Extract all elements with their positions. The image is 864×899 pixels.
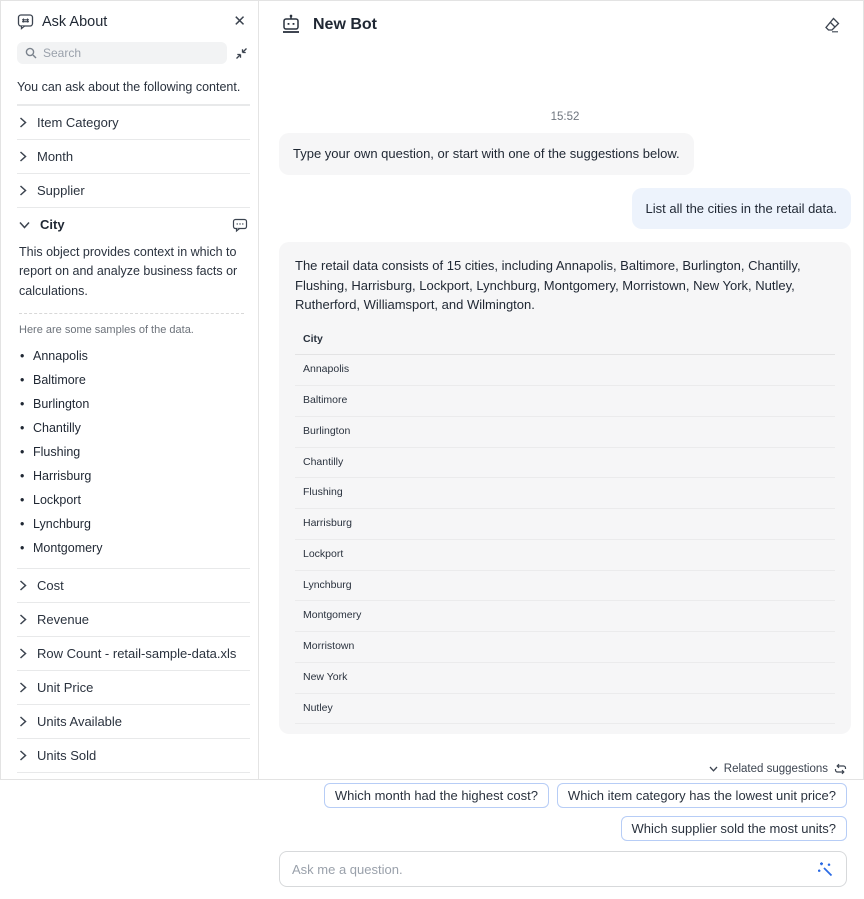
sidebar-item[interactable]: Units Available [17, 704, 250, 738]
suggestion-chip[interactable]: Which month had the highest cost? [324, 783, 549, 808]
ask-about-header [17, 13, 250, 30]
city-sample-item: • Lockport [33, 488, 244, 512]
comment-icon[interactable] [232, 218, 248, 232]
panel-title: Ask About [42, 13, 108, 30]
samples-intro: Here are some samples of the data. [19, 324, 194, 337]
chat-scroll-area[interactable] [259, 45, 863, 841]
bot-response-text: The retail data consists of 15 cities, including Annapolis, Baltimore, Burlington, Chantilly, Flushing, Harrisburg, Lockport, Lynchburg, Montgomery, Morristown, New York, Nutley, Rutherford, Williamsport, and Wilmington. [295, 258, 801, 312]
table-row: New York [295, 662, 835, 693]
eraser-icon[interactable] [821, 14, 843, 36]
sidebar-item[interactable]: Revenue [17, 602, 250, 636]
chevron-right-icon [19, 648, 27, 659]
city-description: This object provides context in which to report on and analyze business facts or calculations. [19, 245, 238, 298]
city-samples-list [19, 344, 244, 560]
ask-about-panel [1, 1, 259, 779]
sidebar-item[interactable]: Month [17, 139, 250, 173]
city-sample-item: • Montgomery [33, 536, 244, 560]
sidebar-item[interactable]: Row Count - retail-sample-data.xls [17, 636, 250, 670]
question-input-box[interactable] [279, 851, 847, 887]
related-suggestions-label: Related suggestions [723, 763, 828, 776]
sidebar-items-top [17, 105, 250, 207]
sidebar-item[interactable]: Units Sold [17, 738, 250, 773]
chevron-down-icon [709, 766, 718, 772]
bot-response-bubble [279, 242, 851, 734]
table-header-city: City [295, 325, 835, 355]
table-row: Lockport [295, 539, 835, 570]
bot-greeting-bubble: Type your own question, or start with one of the suggestions below. [279, 133, 694, 175]
table-row: Montgomery [295, 601, 835, 632]
search-icon [25, 47, 37, 59]
sidebar-items-bottom [17, 568, 250, 773]
table-row: Flushing [295, 478, 835, 509]
city-sample-item: • Baltimore [33, 368, 244, 392]
city-expanded-body [17, 241, 250, 568]
sidebar-item[interactable]: Unit Price [17, 670, 250, 704]
table-row: Nutley [295, 693, 835, 724]
chevron-right-icon [19, 750, 27, 761]
sidebar-item[interactable]: Cost [17, 568, 250, 602]
chevron-down-icon [19, 221, 30, 229]
bot-title: New Bot [313, 16, 377, 33]
table-row: Chantilly [295, 447, 835, 478]
table-row: Annapolis [295, 355, 835, 386]
city-table [295, 325, 835, 725]
robot-icon [279, 13, 303, 37]
city-sample-item: • Harrisburg [33, 464, 244, 488]
search-box[interactable] [17, 42, 227, 64]
city-sample-item: • Chantilly [33, 416, 244, 440]
refresh-icon[interactable] [834, 763, 847, 775]
city-sample-item: • Flushing [33, 440, 244, 464]
collapse-icon[interactable] [235, 47, 248, 60]
suggestion-chip[interactable]: Which item category has the lowest unit price? [557, 783, 847, 808]
chevron-right-icon [19, 716, 27, 727]
composer-area [259, 841, 863, 899]
question-input[interactable] [292, 862, 815, 877]
chevron-right-icon [19, 117, 27, 128]
city-sample-item: • Lynchburg [33, 512, 244, 536]
chevron-right-icon [19, 580, 27, 591]
close-icon[interactable]: ✕ [233, 13, 246, 30]
magic-wand-icon[interactable] [815, 859, 836, 880]
bot-response-row [279, 242, 851, 734]
table-row: Harrisburg [295, 509, 835, 540]
bot-message-row [279, 133, 851, 175]
sidebar-item-city[interactable] [17, 207, 250, 241]
search-input[interactable] [43, 46, 219, 60]
chevron-right-icon [19, 614, 27, 625]
user-message-bubble: List all the cities in the retail data. [632, 188, 852, 230]
chat-header [259, 1, 863, 45]
chevron-right-icon [19, 151, 27, 162]
table-row: Morristown [295, 632, 835, 663]
chat-panel [259, 1, 863, 837]
table-row: Baltimore [295, 386, 835, 417]
related-suggestions-toggle[interactable] [279, 763, 847, 775]
chevron-right-icon [19, 682, 27, 693]
timestamp: 15:52 [550, 111, 580, 123]
city-sample-item: • Burlington [33, 392, 244, 416]
panel-intro: You can ask about the following content. [17, 80, 241, 94]
sidebar-item[interactable]: Item Category [17, 105, 250, 139]
table-row: Burlington [295, 416, 835, 447]
suggestion-chips [279, 783, 851, 841]
sidebar-item[interactable]: Supplier [17, 173, 250, 207]
suggestion-chip[interactable]: Which supplier sold the most units? [621, 816, 847, 841]
ask-about-icon [17, 13, 34, 30]
table-row: Lynchburg [295, 570, 835, 601]
city-sample-item: • Annapolis [33, 344, 244, 368]
user-message-row [279, 188, 851, 230]
chevron-right-icon [19, 185, 27, 196]
city-label: City [40, 217, 65, 232]
